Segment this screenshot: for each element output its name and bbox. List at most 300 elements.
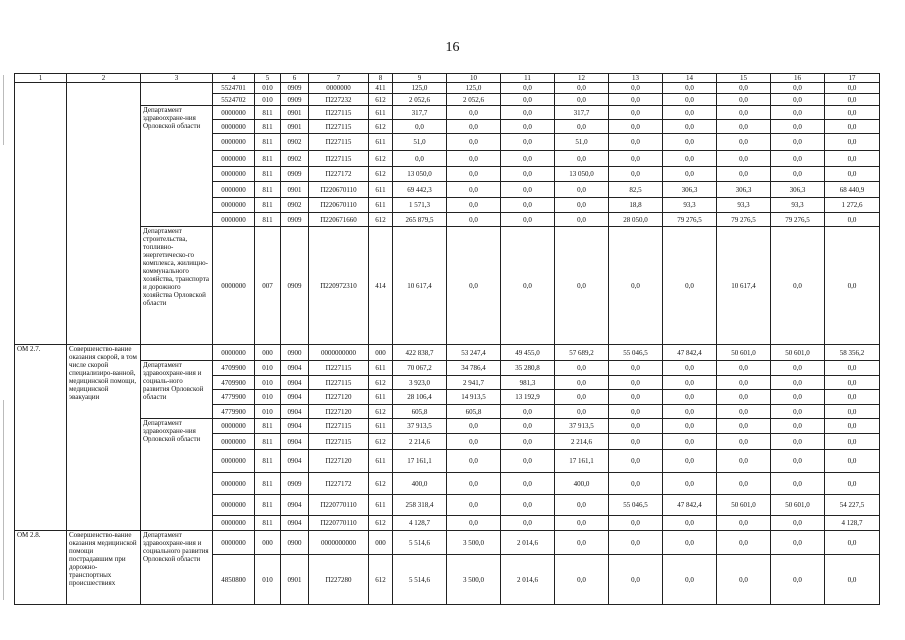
amount-cell: 125,0 [393, 83, 447, 94]
amount-cell: 0,0 [609, 419, 663, 434]
budget-code-cell: 811 [255, 134, 281, 151]
amount-cell: 5 514,6 [393, 555, 447, 605]
budget-code-cell: 4709900 [213, 361, 255, 376]
amount-cell: 58 356,2 [825, 345, 880, 361]
amount-cell: 0,0 [501, 198, 555, 213]
amount-cell: 0,0 [825, 450, 880, 473]
amount-cell: 93,3 [663, 198, 717, 213]
budget-code-cell: П227172 [309, 473, 369, 495]
amount-cell: 0,0 [555, 390, 609, 405]
amount-cell: 0,0 [771, 376, 825, 390]
amount-cell: 49 455,0 [501, 345, 555, 361]
column-number-cell: 3 [141, 74, 213, 83]
budget-code-cell: 612 [369, 473, 393, 495]
budget-code-cell: 0000000 [213, 106, 255, 120]
table-row [15, 419, 880, 434]
amount-cell: 0,0 [555, 361, 609, 376]
amount-cell: 0,0 [501, 182, 555, 198]
amount-cell: 0,0 [717, 106, 771, 120]
amount-cell: 306,3 [717, 182, 771, 198]
amount-cell: 0,0 [825, 134, 880, 151]
amount-cell: 0,0 [447, 198, 501, 213]
amount-cell: 400,0 [393, 473, 447, 495]
budget-code-cell: 411 [369, 83, 393, 94]
budget-code-cell: 010 [255, 390, 281, 405]
amount-cell: 0,0 [825, 120, 880, 134]
amount-cell: 0,0 [555, 120, 609, 134]
amount-cell: 306,3 [663, 182, 717, 198]
amount-cell: 0,0 [663, 361, 717, 376]
amount-cell: 0,0 [717, 94, 771, 106]
amount-cell: 0,0 [825, 434, 880, 450]
budget-code-cell: П227120 [309, 390, 369, 405]
amount-cell: 0,0 [771, 120, 825, 134]
responsible-org-cell: Департамент строительства, топливно-энергетическо-го комплекса, жилищно-коммунального хозяйства, транспорта и дорожного хозяйства Орловской области [141, 227, 213, 345]
budget-code-cell: 0000000 [213, 198, 255, 213]
amount-cell: 0,0 [555, 198, 609, 213]
amount-cell: 0,0 [501, 83, 555, 94]
scan-margin-line [3, 75, 4, 145]
column-number-cell: 10 [447, 74, 501, 83]
amount-cell: 0,0 [555, 182, 609, 198]
budget-code-cell: 811 [255, 450, 281, 473]
budget-code-cell: 811 [255, 106, 281, 120]
budget-code-cell: 611 [369, 495, 393, 516]
budget-code-cell: 0904 [281, 405, 309, 419]
amount-cell: 55 046,5 [609, 345, 663, 361]
budget-code-cell: 0904 [281, 390, 309, 405]
column-number-cell: 9 [393, 74, 447, 83]
amount-cell: 0,0 [663, 516, 717, 531]
budget-code-cell: П227115 [309, 361, 369, 376]
amount-cell: 0,0 [609, 555, 663, 605]
amount-cell: 93,3 [771, 198, 825, 213]
amount-cell: 0,0 [447, 473, 501, 495]
budget-code-cell: 0902 [281, 151, 309, 167]
amount-cell: 0,0 [555, 555, 609, 605]
amount-cell: 0,0 [663, 106, 717, 120]
amount-cell: 0,0 [555, 227, 609, 345]
amount-cell: 0,0 [717, 473, 771, 495]
amount-cell: 0,0 [825, 227, 880, 345]
budget-code-cell: 0000000 [213, 213, 255, 227]
amount-cell: 51,0 [393, 134, 447, 151]
amount-cell: 0,0 [609, 151, 663, 167]
amount-cell: 0,0 [825, 405, 880, 419]
amount-cell: 2 214,6 [393, 434, 447, 450]
amount-cell: 0,0 [609, 167, 663, 182]
header-row [15, 74, 880, 83]
amount-cell: 0,0 [663, 390, 717, 405]
amount-cell: 57 689,2 [555, 345, 609, 361]
budget-code-cell: 612 [369, 434, 393, 450]
budget-code-cell: 811 [255, 213, 281, 227]
activity-name-cell: Совершенство-вание оказания медицинской помощи пострадавшим при дорожно-транспортных происшествиях [67, 531, 141, 605]
amount-cell: 47 842,4 [663, 345, 717, 361]
amount-cell: 0,0 [663, 134, 717, 151]
amount-cell: 0,0 [609, 376, 663, 390]
amount-cell: 0,0 [717, 83, 771, 94]
budget-code-cell: 0909 [281, 227, 309, 345]
activity-code-cell: ОМ 2.8. [15, 531, 67, 605]
amount-cell: 0,0 [825, 151, 880, 167]
amount-cell: 0,0 [447, 450, 501, 473]
amount-cell: 50 601,0 [771, 495, 825, 516]
amount-cell: 2 014,6 [501, 555, 555, 605]
amount-cell: 0,0 [663, 227, 717, 345]
amount-cell: 0,0 [501, 134, 555, 151]
budget-code-cell: П227115 [309, 434, 369, 450]
budget-code-cell: 0901 [281, 182, 309, 198]
amount-cell: 0,0 [501, 106, 555, 120]
amount-cell: 0,0 [609, 473, 663, 495]
budget-code-cell: 0000000 [213, 473, 255, 495]
budget-code-cell: П227115 [309, 376, 369, 390]
budget-code-cell: 0901 [281, 120, 309, 134]
budget-code-cell: 0904 [281, 434, 309, 450]
budget-code-cell: 0904 [281, 376, 309, 390]
table-row [15, 531, 880, 555]
amount-cell: 125,0 [447, 83, 501, 94]
amount-cell: 422 838,7 [393, 345, 447, 361]
amount-cell: 0,0 [501, 419, 555, 434]
amount-cell: 317,7 [393, 106, 447, 120]
budget-code-cell: П227115 [309, 419, 369, 434]
amount-cell: 0,0 [447, 120, 501, 134]
budget-code-cell: 010 [255, 83, 281, 94]
amount-cell: 0,0 [771, 134, 825, 151]
amount-cell: 79 276,5 [717, 213, 771, 227]
amount-cell: 0,0 [663, 83, 717, 94]
budget-code-cell: 0000000 [213, 345, 255, 361]
responsible-org-cell [141, 345, 213, 361]
amount-cell: 0,0 [609, 94, 663, 106]
amount-cell: 50 601,0 [717, 345, 771, 361]
column-number-cell: 17 [825, 74, 880, 83]
budget-code-cell: 0000000 [213, 450, 255, 473]
amount-cell: 0,0 [555, 151, 609, 167]
amount-cell: 18,8 [609, 198, 663, 213]
budget-code-cell: 4709900 [213, 376, 255, 390]
amount-cell: 0,0 [717, 450, 771, 473]
amount-cell: 0,0 [663, 434, 717, 450]
amount-cell: 50 601,0 [771, 345, 825, 361]
budget-code-cell: 0000000 [213, 227, 255, 345]
amount-cell: 0,0 [609, 120, 663, 134]
budget-code-cell: 811 [255, 151, 281, 167]
budget-code-cell: П227115 [309, 120, 369, 134]
amount-cell: 0,0 [447, 516, 501, 531]
budget-code-cell: П220972310 [309, 227, 369, 345]
amount-cell: 0,0 [771, 83, 825, 94]
amount-cell: 0,0 [555, 83, 609, 94]
amount-cell: 14 913,5 [447, 390, 501, 405]
budget-code-cell: 4779900 [213, 405, 255, 419]
amount-cell: 3 923,0 [393, 376, 447, 390]
table-row [15, 106, 880, 120]
budget-code-cell: 0904 [281, 516, 309, 531]
budget-code-cell: 0900 [281, 345, 309, 361]
amount-cell: 0,0 [771, 531, 825, 555]
amount-cell: 0,0 [717, 390, 771, 405]
amount-cell: 0,0 [771, 227, 825, 345]
column-number-cell: 6 [281, 74, 309, 83]
budget-code-cell: 0904 [281, 495, 309, 516]
budget-code-cell: 811 [255, 495, 281, 516]
amount-cell: 0,0 [663, 450, 717, 473]
amount-cell: 28 106,4 [393, 390, 447, 405]
budget-code-cell: 0000000 [213, 182, 255, 198]
amount-cell: 79 276,5 [663, 213, 717, 227]
amount-cell: 0,0 [609, 361, 663, 376]
budget-code-cell: 811 [255, 120, 281, 134]
budget-code-cell: П220670110 [309, 198, 369, 213]
budget-code-cell: 0000000 [213, 151, 255, 167]
amount-cell: 0,0 [501, 495, 555, 516]
budget-code-cell: 0904 [281, 419, 309, 434]
budget-code-cell: 414 [369, 227, 393, 345]
amount-cell: 0,0 [717, 376, 771, 390]
amount-cell: 0,0 [555, 531, 609, 555]
amount-cell: 3 500,0 [447, 555, 501, 605]
amount-cell: 0,0 [717, 120, 771, 134]
amount-cell: 605,8 [447, 405, 501, 419]
budget-code-cell: П227115 [309, 106, 369, 120]
amount-cell: 605,8 [393, 405, 447, 419]
budget-code-cell: 0902 [281, 134, 309, 151]
amount-cell: 0,0 [825, 106, 880, 120]
amount-cell: 0,0 [825, 83, 880, 94]
amount-cell: 0,0 [555, 405, 609, 419]
column-number-cell: 14 [663, 74, 717, 83]
budget-code-cell: 612 [369, 516, 393, 531]
budget-code-cell: П227115 [309, 134, 369, 151]
budget-code-cell: 010 [255, 94, 281, 106]
budget-code-cell: 611 [369, 198, 393, 213]
column-number-cell: 11 [501, 74, 555, 83]
amount-cell: 0,0 [501, 405, 555, 419]
amount-cell: 0,0 [609, 106, 663, 120]
budget-code-cell: 0909 [281, 167, 309, 182]
amount-cell: 50 601,0 [717, 495, 771, 516]
budget-code-cell: 612 [369, 151, 393, 167]
budget-code-cell: 811 [255, 473, 281, 495]
budget-code-cell: П227280 [309, 555, 369, 605]
amount-cell: 0,0 [609, 450, 663, 473]
budget-code-cell: 4850800 [213, 555, 255, 605]
amount-cell: 0,0 [663, 555, 717, 605]
column-number-cell: 13 [609, 74, 663, 83]
amount-cell: 0,0 [771, 94, 825, 106]
amount-cell: 0,0 [663, 120, 717, 134]
budget-code-cell: 0909 [281, 83, 309, 94]
budget-code-cell: 5524702 [213, 94, 255, 106]
amount-cell: 0,0 [825, 473, 880, 495]
amount-cell: 0,0 [663, 419, 717, 434]
budget-code-cell: 000 [255, 531, 281, 555]
amount-cell: 0,0 [771, 473, 825, 495]
budget-code-cell: П227115 [309, 151, 369, 167]
amount-cell: 69 442,3 [393, 182, 447, 198]
budget-code-cell: 612 [369, 405, 393, 419]
amount-cell: 0,0 [609, 227, 663, 345]
responsible-org-cell: Департамент здравоохране-ния и социального развития Орловской области [141, 531, 213, 605]
amount-cell: 0,0 [609, 83, 663, 94]
amount-cell: 0,0 [501, 450, 555, 473]
table-row [15, 83, 880, 94]
amount-cell: 70 067,2 [393, 361, 447, 376]
amount-cell: 0,0 [771, 151, 825, 167]
column-number-cell: 4 [213, 74, 255, 83]
amount-cell: 13 192,9 [501, 390, 555, 405]
amount-cell: 265 879,5 [393, 213, 447, 227]
budget-code-cell: 611 [369, 106, 393, 120]
budget-code-cell: 0901 [281, 555, 309, 605]
budget-code-cell: 010 [255, 555, 281, 605]
budget-code-cell: 0000000 [213, 516, 255, 531]
amount-cell: 0,0 [771, 106, 825, 120]
amount-cell: 258 318,4 [393, 495, 447, 516]
column-number-cell: 16 [771, 74, 825, 83]
activity-code-cell: ОМ 2.7. [15, 345, 67, 531]
amount-cell: 0,0 [393, 120, 447, 134]
budget-code-cell: 0000000000 [309, 531, 369, 555]
amount-cell: 0,0 [771, 390, 825, 405]
amount-cell: 0,0 [555, 213, 609, 227]
amount-cell: 0,0 [609, 390, 663, 405]
amount-cell: 51,0 [555, 134, 609, 151]
amount-cell: 0,0 [663, 151, 717, 167]
responsible-org-cell: Департамент здравоохране-ния и социаль-ного развития Орловской области [141, 361, 213, 419]
responsible-org-cell: Департамент здравоохране-ния Орловской области [141, 106, 213, 227]
amount-cell: 0,0 [717, 531, 771, 555]
amount-cell: 0,0 [717, 555, 771, 605]
amount-cell: 0,0 [501, 434, 555, 450]
amount-cell: 0,0 [771, 167, 825, 182]
amount-cell: 0,0 [609, 134, 663, 151]
amount-cell: 10 617,4 [393, 227, 447, 345]
amount-cell: 0,0 [501, 473, 555, 495]
budget-code-cell: 4779900 [213, 390, 255, 405]
amount-cell: 68 440,9 [825, 182, 880, 198]
amount-cell: 17 161,1 [393, 450, 447, 473]
budget-code-cell: 0000000 [213, 434, 255, 450]
amount-cell: 0,0 [447, 419, 501, 434]
column-number-cell: 5 [255, 74, 281, 83]
column-number-cell: 1 [15, 74, 67, 83]
amount-cell: 0,0 [825, 94, 880, 106]
amount-cell: 17 161,1 [555, 450, 609, 473]
amount-cell: 4 128,7 [393, 516, 447, 531]
amount-cell: 0,0 [501, 151, 555, 167]
amount-cell: 0,0 [663, 473, 717, 495]
amount-cell: 0,0 [555, 94, 609, 106]
amount-cell: 0,0 [393, 151, 447, 167]
amount-cell: 0,0 [447, 106, 501, 120]
amount-cell: 0,0 [447, 434, 501, 450]
amount-cell: 0,0 [771, 405, 825, 419]
budget-code-cell: 0904 [281, 361, 309, 376]
amount-cell: 0,0 [771, 361, 825, 376]
budget-code-cell: 0000000 [213, 120, 255, 134]
amount-cell: 0,0 [501, 213, 555, 227]
amount-cell: 0,0 [447, 213, 501, 227]
amount-cell: 0,0 [825, 167, 880, 182]
amount-cell: 37 913,5 [555, 419, 609, 434]
budget-code-cell: П220670110 [309, 182, 369, 198]
amount-cell: 0,0 [501, 227, 555, 345]
budget-code-cell: 612 [369, 167, 393, 182]
amount-cell: 0,0 [555, 516, 609, 531]
table-row [15, 345, 880, 361]
amount-cell: 0,0 [717, 151, 771, 167]
column-number-cell: 2 [67, 74, 141, 83]
budget-code-cell: 0909 [281, 94, 309, 106]
amount-cell: 93,3 [717, 198, 771, 213]
responsible-org-cell: Департамент здравоохране-ния Орловской области [141, 419, 213, 531]
amount-cell: 0,0 [771, 450, 825, 473]
amount-cell: 2 214,6 [555, 434, 609, 450]
column-number-cell: 12 [555, 74, 609, 83]
budget-code-cell: 0000000 [213, 134, 255, 151]
table-row [15, 361, 880, 376]
amount-cell: 0,0 [501, 94, 555, 106]
budget-code-cell: 612 [369, 94, 393, 106]
budget-code-cell: П220671660 [309, 213, 369, 227]
amount-cell: 0,0 [771, 516, 825, 531]
amount-cell: 53 247,4 [447, 345, 501, 361]
budget-code-cell: 611 [369, 134, 393, 151]
amount-cell: 0,0 [771, 419, 825, 434]
amount-cell: 55 046,5 [609, 495, 663, 516]
amount-cell: 2 052,6 [393, 94, 447, 106]
activity-name-cell [67, 83, 141, 345]
amount-cell: 28 050,0 [609, 213, 663, 227]
amount-cell: 0,0 [501, 516, 555, 531]
budget-code-cell: П220770110 [309, 516, 369, 531]
amount-cell: 0,0 [609, 405, 663, 419]
amount-cell: 54 227,5 [825, 495, 880, 516]
responsible-org-cell [141, 83, 213, 106]
budget-code-cell: 010 [255, 361, 281, 376]
column-number-cell: 7 [309, 74, 369, 83]
amount-cell: 400,0 [555, 473, 609, 495]
amount-cell: 0,0 [771, 434, 825, 450]
page-number: 16 [445, 40, 460, 55]
amount-cell: 0,0 [825, 419, 880, 434]
budget-code-cell: 0000000 [213, 167, 255, 182]
amount-cell: 0,0 [717, 134, 771, 151]
amount-cell: 5 514,6 [393, 531, 447, 555]
budget-table [14, 73, 880, 605]
amount-cell: 2 014,6 [501, 531, 555, 555]
amount-cell: 0,0 [825, 213, 880, 227]
budget-code-cell: 612 [369, 376, 393, 390]
table-row [15, 227, 880, 345]
budget-code-cell: 5524701 [213, 83, 255, 94]
budget-code-cell: П227120 [309, 450, 369, 473]
amount-cell: 47 842,4 [663, 495, 717, 516]
amount-cell: 0,0 [501, 167, 555, 182]
amount-cell: 0,0 [609, 531, 663, 555]
amount-cell: 0,0 [717, 419, 771, 434]
amount-cell: 0,0 [825, 390, 880, 405]
amount-cell: 0,0 [717, 516, 771, 531]
amount-cell: 34 786,4 [447, 361, 501, 376]
budget-code-cell: 611 [369, 419, 393, 434]
budget-code-cell: 010 [255, 376, 281, 390]
budget-code-cell: 000 [369, 531, 393, 555]
